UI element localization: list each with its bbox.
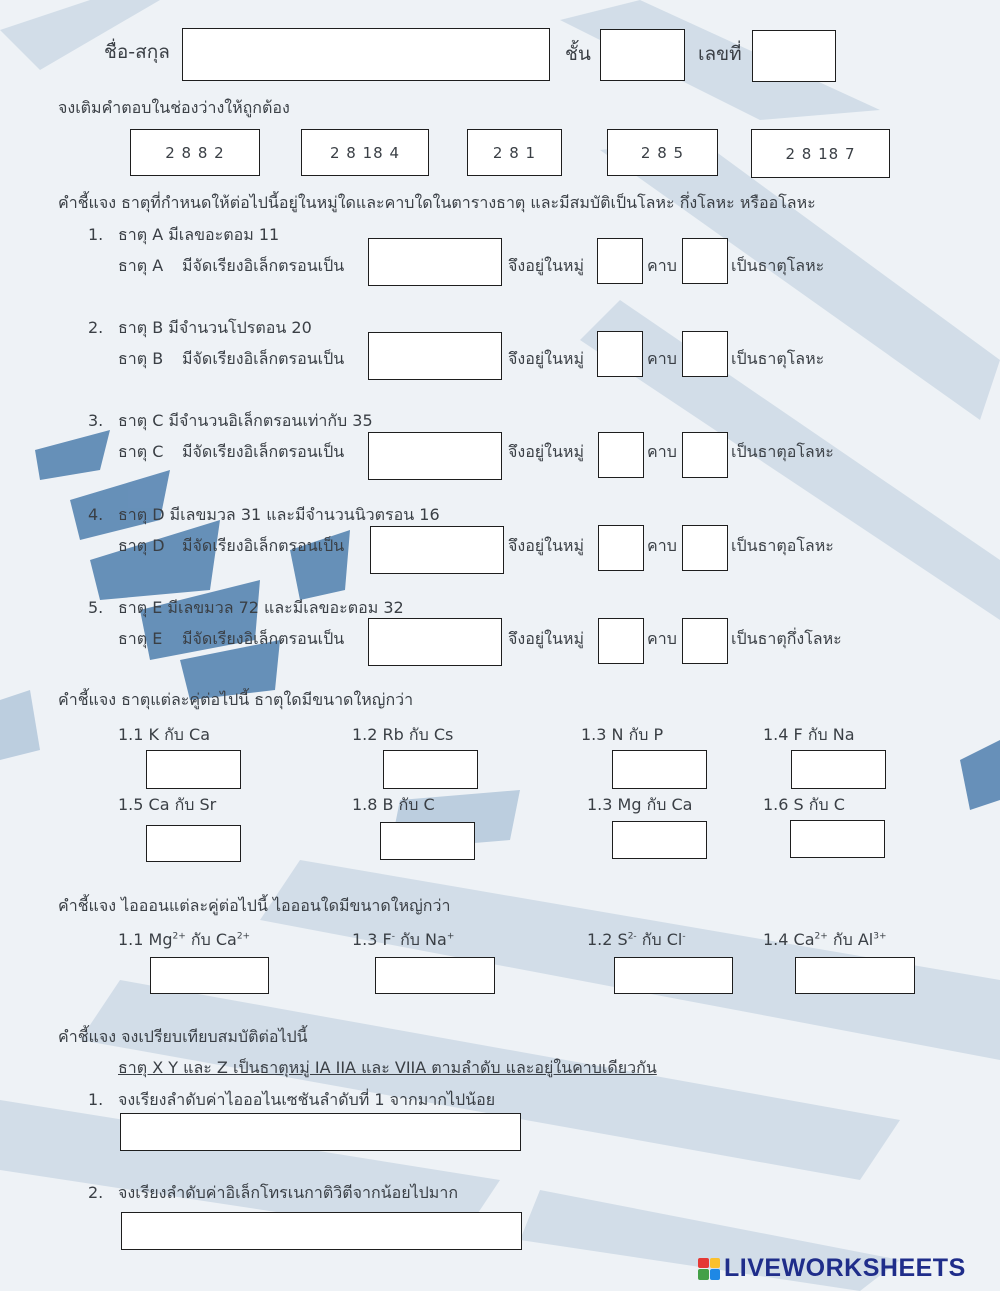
item1-config-label: มีจัดเรียงอิเล็กตรอนเป็น xyxy=(182,256,345,275)
item5-element: ธาตุ E xyxy=(118,629,163,648)
item4-group-label: จึงอยู่ในหมู่ xyxy=(508,536,585,555)
section4-instruction: คำชี้แจง ไอออนแต่ละคู่ต่อไปนี้ ไอออนใดมีขนาดใหญ่กว่า xyxy=(58,896,451,915)
name-input[interactable] xyxy=(182,28,550,81)
item1-number: 1. xyxy=(88,225,104,244)
logo-tile xyxy=(710,1258,721,1269)
item2-result: เป็นธาตุโลหะ xyxy=(731,349,825,368)
ion-pair-input[interactable] xyxy=(150,957,269,994)
item2-period-label: คาบ xyxy=(647,349,677,368)
logo-tiles-icon xyxy=(698,1258,720,1280)
item4-config-label: มีจัดเรียงอิเล็กตรอนเป็น xyxy=(182,536,345,555)
ion-pair-input[interactable] xyxy=(614,957,733,994)
item2-line1: ธาตุ B มีจำนวนโปรตอน 20 xyxy=(118,318,312,337)
atom-pair-input[interactable] xyxy=(383,750,478,789)
item1-group-input[interactable] xyxy=(597,238,643,284)
item3-group-label: จึงอยู่ในหมู่ xyxy=(508,442,585,461)
item4-result: เป็นธาตุอโลหะ xyxy=(731,536,834,555)
item2-group-label: จึงอยู่ในหมู่ xyxy=(508,349,585,368)
q1-text: จงเรียงลำดับค่าไอออไนเซชันลำดับที่ 1 จากมากไปน้อย xyxy=(118,1090,496,1109)
q2-number: 2. xyxy=(88,1183,104,1202)
class-input[interactable] xyxy=(600,29,685,81)
ion-pair-label: 1.1 $Mg^{2+}$ กับ $Ca^{2+}$ xyxy=(118,930,251,949)
item4-period-label: คาบ xyxy=(647,536,677,555)
atom-pair-label: 1.5 Ca กับ Sr xyxy=(118,795,217,814)
item5-result: เป็นธาตุกึ่งโลหะ xyxy=(731,629,842,648)
atom-pair-label: 1.4 F กับ Na xyxy=(763,725,855,744)
name-label: ชื่อ-สกุล xyxy=(104,41,170,63)
item5-group-label: จึงอยู่ในหมู่ xyxy=(508,629,585,648)
item4-element: ธาตุ D xyxy=(118,536,165,555)
item3-period-label: คาบ xyxy=(647,442,677,461)
q2-text: จงเรียงลำดับค่าอิเล็กโทรเนกาติวิตีจากน้อยไปมาก xyxy=(118,1183,458,1202)
number-input[interactable] xyxy=(752,30,836,82)
atom-pair-input[interactable] xyxy=(146,750,241,789)
item1-line1: ธาตุ A มีเลขอะตอม 11 xyxy=(118,225,280,244)
atom-pair-input[interactable] xyxy=(612,821,707,859)
item5-line1: ธาตุ E มีเลขมวล 72 และมีเลขอะตอม 32 xyxy=(118,598,404,617)
atom-pair-label: 1.3 N กับ P xyxy=(581,725,664,744)
q1-answer-input[interactable] xyxy=(120,1113,521,1151)
answer-option-4[interactable]: 2 8 5 xyxy=(607,129,718,176)
section5-instruction: คำชี้แจง จงเปรียบเทียบสมบัติต่อไปนี้ xyxy=(58,1027,308,1046)
item3-config-label: มีจัดเรียงอิเล็กตรอนเป็น xyxy=(182,442,345,461)
answer-option-1[interactable]: 2 8 8 2 xyxy=(130,129,260,176)
section1-instruction: จงเติมคำตอบในช่องว่างให้ถูกต้อง xyxy=(58,98,290,117)
logo-tile xyxy=(698,1269,709,1280)
item4-period-input[interactable] xyxy=(682,525,728,571)
item4-number: 4. xyxy=(88,505,104,524)
ion-pair-input[interactable] xyxy=(795,957,915,994)
item5-period-input[interactable] xyxy=(682,618,728,664)
item4-config-input[interactable] xyxy=(370,526,504,574)
atom-pair-input[interactable] xyxy=(146,825,241,862)
atom-pair-label: 1.6 S กับ C xyxy=(763,795,845,814)
ion-pair-label: 1.3 F- กับ Na+ xyxy=(352,930,455,949)
item3-result: เป็นธาตุอโลหะ xyxy=(731,442,834,461)
section5-premise: ธาตุ X Y และ Z เป็นธาตุหมู่ IA IIA และ VIIA ตามลำดับ และอยู่ในคาบเดียวกัน xyxy=(118,1058,657,1077)
q2-answer-input[interactable] xyxy=(121,1212,522,1250)
section2-instruction: คำชี้แจง ธาตุที่กำหนดให้ต่อไปนี้อยู่ในหมู่ใดและคาบใดในตารางธาตุ และมีสมบัติเป็นโลหะ กึ่งโลหะ หรืออโลหะ xyxy=(58,193,816,212)
atom-pair-label: 1.8 B กับ C xyxy=(352,795,435,814)
item4-line1: ธาตุ D มีเลขมวล 31 และมีจำนวนนิวตรอน 16 xyxy=(118,505,440,524)
number-label: เลขที่ xyxy=(698,43,742,65)
atom-pair-label: 1.3 Mg กับ Ca xyxy=(587,795,693,814)
item2-period-input[interactable] xyxy=(682,331,728,377)
item5-group-input[interactable] xyxy=(598,618,644,664)
item5-period-label: คาบ xyxy=(647,629,677,648)
atom-pair-input[interactable] xyxy=(791,750,886,789)
atom-pair-input[interactable] xyxy=(380,822,475,860)
item3-line1: ธาตุ C มีจำนวนอิเล็กตรอนเท่ากับ 35 xyxy=(118,411,373,430)
ion-pair-label: 1.4 $Ca^{2+}$ กับ $Al^{3+}$ xyxy=(763,930,887,949)
logo-tile xyxy=(698,1258,709,1269)
logo-tile xyxy=(710,1269,721,1280)
atom-pair-label: 1.2 Rb กับ Cs xyxy=(352,725,454,744)
section3-instruction: คำชี้แจง ธาตุแต่ละคู่ต่อไปนี้ ธาตุใดมีขนาดใหญ่กว่า xyxy=(58,690,414,709)
item5-number: 5. xyxy=(88,598,104,617)
ion-pair-label: 1.2 $S^{2-}$ กับ Cl- xyxy=(587,930,686,949)
logo-text: LIVEWORKSHEETS xyxy=(724,1254,966,1282)
q1-number: 1. xyxy=(88,1090,104,1109)
atom-pair-input[interactable] xyxy=(612,750,707,789)
item5-config-label: มีจัดเรียงอิเล็กตรอนเป็น xyxy=(182,629,345,648)
item2-element: ธาตุ B xyxy=(118,349,164,368)
item1-group-label: จึงอยู่ในหมู่ xyxy=(508,256,585,275)
answer-option-3[interactable]: 2 8 1 xyxy=(467,129,562,176)
class-label: ชั้น xyxy=(565,43,591,65)
liveworksheets-logo xyxy=(698,1254,966,1283)
item2-group-input[interactable] xyxy=(597,331,643,377)
item3-element: ธาตุ C xyxy=(118,442,164,461)
atom-pair-label: 1.1 K กับ Ca xyxy=(118,725,211,744)
item5-config-input[interactable] xyxy=(368,618,502,666)
answer-option-5[interactable]: 2 8 18 7 xyxy=(751,129,890,178)
item3-group-input[interactable] xyxy=(598,432,644,478)
item3-config-input[interactable] xyxy=(368,432,502,480)
item2-config-input[interactable] xyxy=(368,332,502,380)
item1-element: ธาตุ A xyxy=(118,256,164,275)
item1-period-label: คาบ xyxy=(647,256,677,275)
item2-config-label: มีจัดเรียงอิเล็กตรอนเป็น xyxy=(182,349,345,368)
atom-pair-input[interactable] xyxy=(790,820,885,858)
item4-group-input[interactable] xyxy=(598,525,644,571)
item1-config-input[interactable] xyxy=(368,238,502,286)
item1-period-input[interactable] xyxy=(682,238,728,284)
item3-period-input[interactable] xyxy=(682,432,728,478)
item3-number: 3. xyxy=(88,411,104,430)
item1-result: เป็นธาตุโลหะ xyxy=(731,256,825,275)
ion-pair-input[interactable] xyxy=(375,957,495,994)
item2-number: 2. xyxy=(88,318,104,337)
answer-option-2[interactable]: 2 8 18 4 xyxy=(301,129,429,176)
